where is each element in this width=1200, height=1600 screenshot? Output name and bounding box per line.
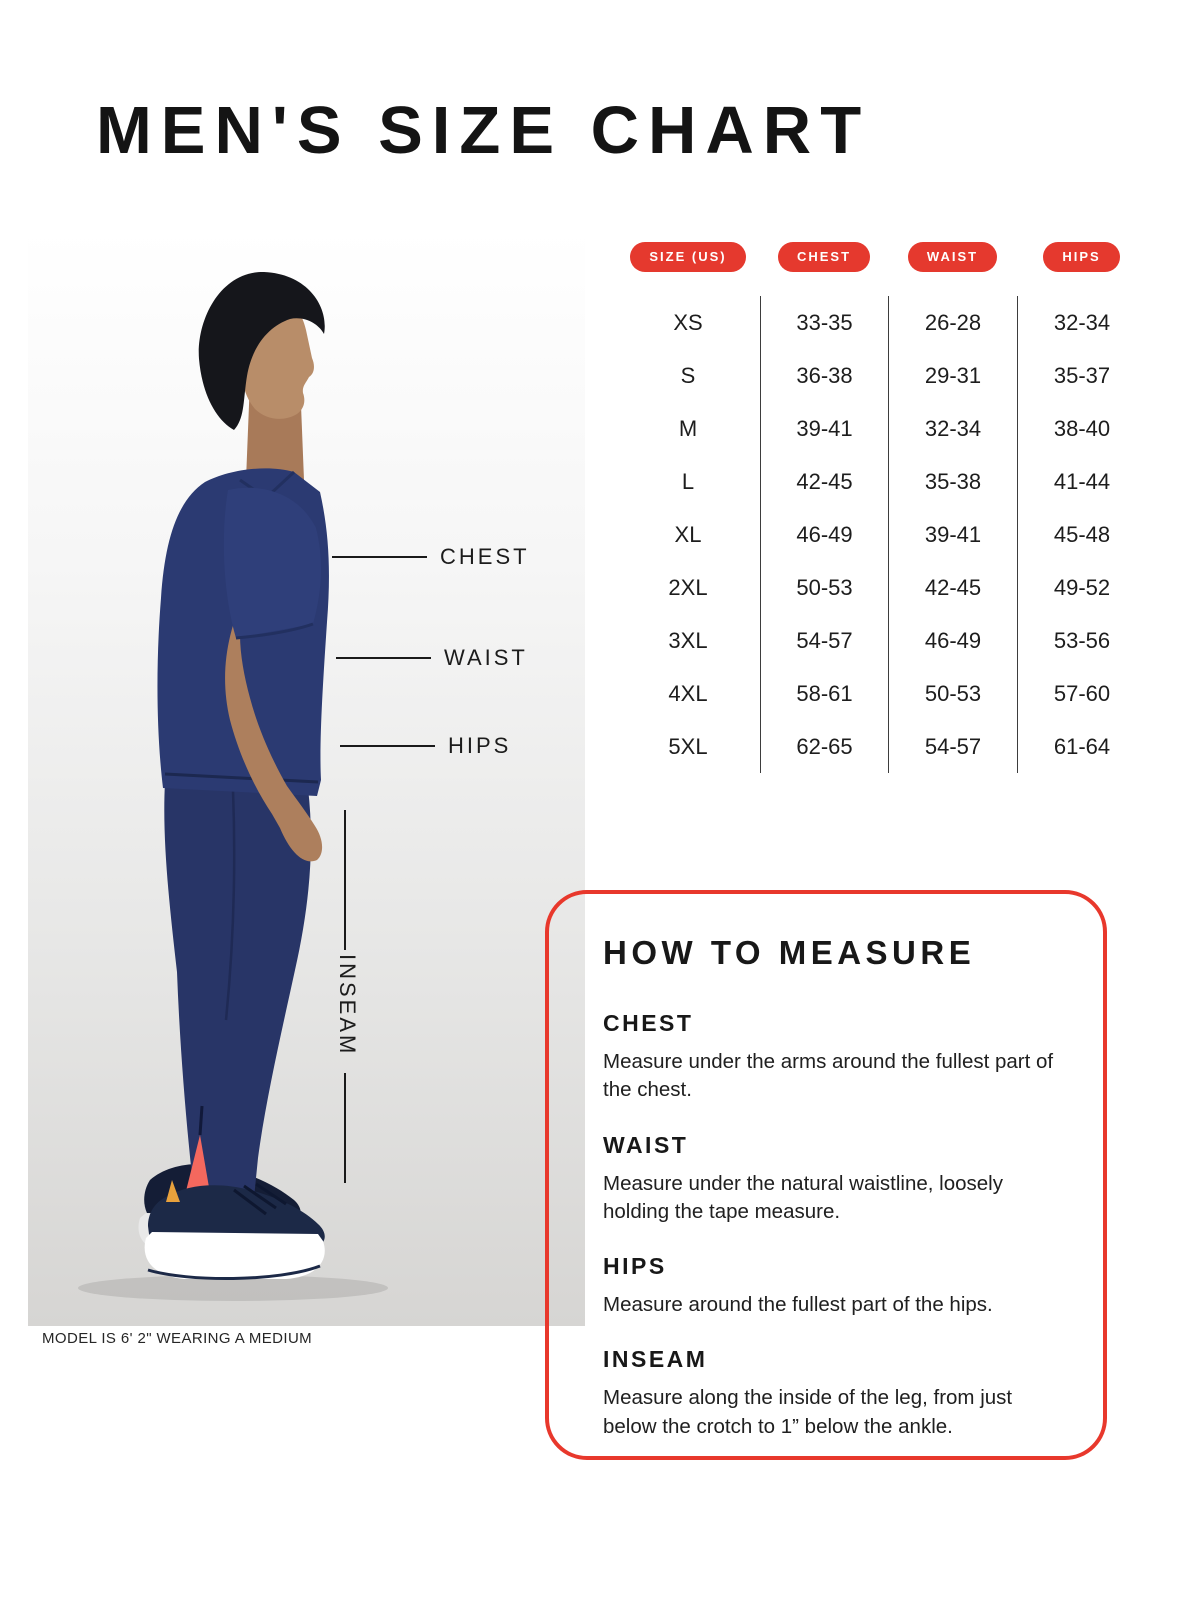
- inseam-line-top: [344, 810, 346, 950]
- column-header-size: SIZE (US): [630, 242, 745, 272]
- measure-section-hips: [603, 1253, 1065, 1319]
- size-cell: 5XL: [668, 733, 708, 759]
- measure-section-chest: [603, 1010, 1065, 1105]
- how-to-measure-content: [549, 894, 1103, 1441]
- page-title: MEN'S SIZE CHART: [96, 93, 871, 168]
- measure-section-text: Measure under the arms around the fullest part of the chest.: [603, 1050, 1054, 1102]
- model-head: [199, 272, 325, 480]
- waist-cell: 46-49: [888, 614, 1017, 667]
- ankle-zipper: [200, 1106, 202, 1135]
- measure-section-heading: HIPS: [603, 1253, 667, 1280]
- chest-cell: 36-38: [760, 349, 888, 402]
- waist-pointer: [336, 645, 528, 671]
- how-to-measure-title: HOW TO MEASURE: [603, 934, 976, 971]
- hips-cell: 57-60: [1017, 667, 1146, 720]
- chest-cell: 58-61: [760, 667, 888, 720]
- chest-cell: 33-35: [760, 296, 888, 349]
- chest-cell: 46-49: [760, 508, 888, 561]
- size-table-body: [616, 296, 1146, 773]
- inseam-pointer-label: INSEAM: [335, 954, 360, 1057]
- hips-pointer-line: [340, 745, 435, 747]
- chest-pointer-line: [332, 556, 427, 558]
- waist-cell: 26-28: [888, 296, 1017, 349]
- hips-cell: 53-56: [1017, 614, 1146, 667]
- measure-section-text: Measure along the inside of the leg, from just below the crotch to 1” below the ankle.: [603, 1386, 1013, 1438]
- chest-cell: 62-65: [760, 720, 888, 773]
- waist-pointer-label: WAIST: [444, 645, 528, 670]
- hips-cell: 41-44: [1017, 455, 1146, 508]
- model-illustration: [28, 230, 585, 1326]
- hips-cell: 35-37: [1017, 349, 1146, 402]
- measure-section-inseam: [603, 1346, 1065, 1441]
- column-header-hips: HIPS: [1043, 242, 1119, 272]
- measure-section-waist: [603, 1132, 1065, 1227]
- size-cell: XL: [674, 521, 702, 547]
- size-cell: 2XL: [668, 574, 708, 600]
- size-cell: L: [681, 468, 695, 494]
- waist-cell: 39-41: [888, 508, 1017, 561]
- waist-cell: 32-34: [888, 402, 1017, 455]
- column-header-chest: CHEST: [778, 242, 870, 272]
- chest-pointer-label: CHEST: [440, 544, 530, 569]
- waist-cell: 29-31: [888, 349, 1017, 402]
- measure-section-heading: CHEST: [603, 1010, 694, 1036]
- measure-section-text: Measure under the natural waistline, loosely holding the tape measure.: [603, 1171, 1003, 1223]
- how-to-measure-box: [545, 890, 1107, 1460]
- size-table: [616, 242, 1146, 773]
- size-cell: 4XL: [668, 680, 708, 706]
- hips-cell: 32-34: [1017, 296, 1146, 349]
- waist-cell: 54-57: [888, 720, 1017, 773]
- chest-cell: 42-45: [760, 455, 888, 508]
- waist-pointer-line: [336, 657, 431, 659]
- chest-cell: 50-53: [760, 561, 888, 614]
- measure-section-heading: WAIST: [603, 1131, 689, 1158]
- size-cell: S: [680, 362, 696, 388]
- hips-cell: 49-52: [1017, 561, 1146, 614]
- near-shoe: [145, 1180, 325, 1279]
- size-cell: M: [678, 415, 698, 441]
- measure-section-text: Measure around the fullest part of the hips.: [603, 1293, 993, 1317]
- hips-cell: 38-40: [1017, 402, 1146, 455]
- model-caption: MODEL IS 6' 2" WEARING A MEDIUM: [42, 1330, 313, 1347]
- model-photo: [28, 230, 585, 1326]
- waist-cell: 35-38: [888, 455, 1017, 508]
- size-table-header: [616, 242, 1146, 272]
- inseam-pointer: [336, 810, 406, 1185]
- waist-cell: 50-53: [888, 667, 1017, 720]
- hips-cell: 61-64: [1017, 720, 1146, 773]
- column-header-waist: WAIST: [908, 242, 997, 272]
- chest-cell: 54-57: [760, 614, 888, 667]
- hips-cell: 45-48: [1017, 508, 1146, 561]
- chest-cell: 39-41: [760, 402, 888, 455]
- size-cell: XS: [673, 309, 703, 335]
- size-cell: 3XL: [668, 627, 708, 653]
- measure-section-heading: INSEAM: [603, 1346, 708, 1373]
- chest-pointer: [332, 544, 530, 570]
- inseam-line-bottom: [344, 1073, 346, 1183]
- waist-cell: 42-45: [888, 561, 1017, 614]
- hips-pointer-label: HIPS: [448, 733, 512, 758]
- hips-pointer: [340, 733, 511, 759]
